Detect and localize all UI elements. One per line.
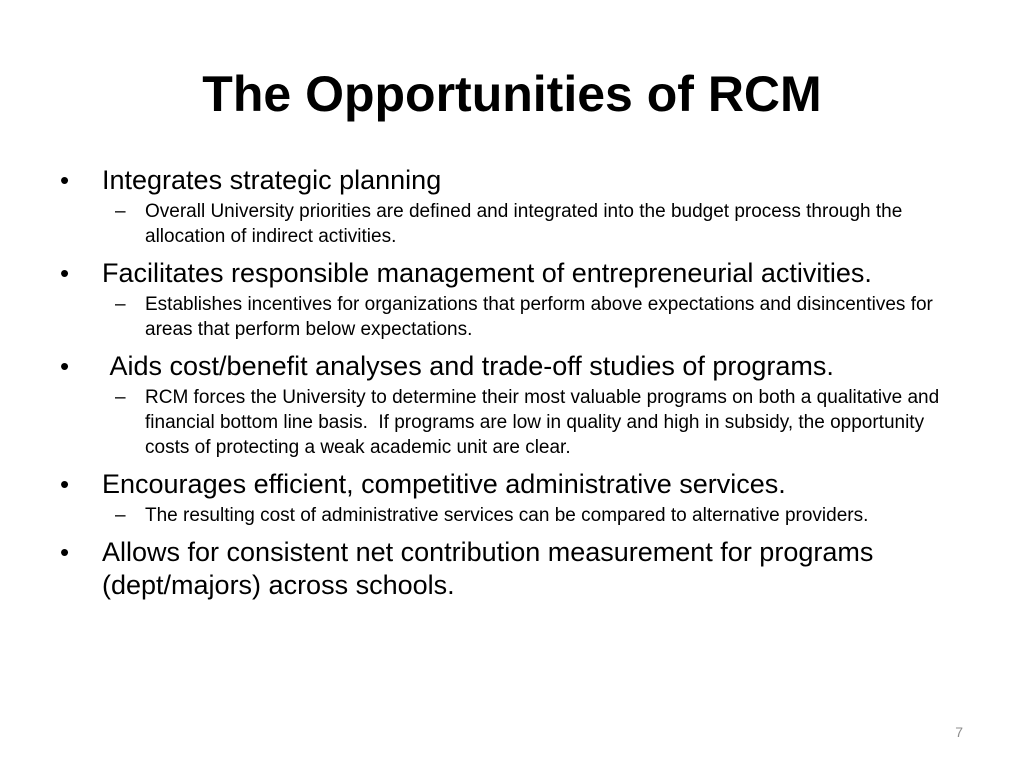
bullet-list: [58, 164, 968, 602]
dash-icon: –: [115, 294, 126, 315]
sub-bullet-item: [115, 385, 968, 460]
sub-bullet-item: [115, 503, 968, 528]
bullet-item: [58, 468, 968, 501]
page-number: 7: [955, 724, 963, 740]
bullet-dot-icon: •: [60, 258, 70, 288]
bullet-dot-icon: •: [60, 537, 70, 567]
bullet-dot-icon: •: [60, 469, 70, 499]
bullet-dot-icon: •: [60, 165, 70, 195]
sub-bullet-text: RCM forces the University to determine their most valuable programs on both a qualitative and financial bottom line basis. If programs are low in quality and high in subsidy, the opportunity costs of protecting a weak academic unit are clear.: [145, 387, 945, 458]
dash-icon: –: [115, 387, 126, 408]
bullet-dot-icon: •: [60, 351, 70, 381]
sub-bullet-item: [115, 199, 968, 249]
dash-icon: –: [115, 505, 126, 526]
bullet-item: [58, 257, 968, 290]
dash-icon: –: [115, 201, 126, 222]
sub-bullet-text: Overall University priorities are defined and integrated into the budget process through the allocation of indirect activities.: [145, 201, 903, 247]
bullet-item: [58, 164, 968, 197]
sub-bullet-text: Establishes incentives for organizations that perform above expectations and disincentives for areas that perform below expectations.: [145, 294, 933, 340]
bullet-text: Encourages efficient, competitive administrative services.: [102, 469, 786, 499]
bullet-text: Allows for consistent net contribution measurement for programs (dept/majors) across schools.: [102, 537, 874, 600]
sub-bullet-item: [115, 292, 968, 342]
bullet-text: Facilitates responsible management of entrepreneurial activities.: [102, 258, 872, 288]
bullet-item: [58, 350, 968, 383]
slide-title: The Opportunities of RCM: [202, 66, 822, 122]
sub-bullet-text: The resulting cost of administrative services can be compared to alternative providers.: [145, 505, 869, 526]
bullet-text: Integrates strategic planning: [102, 165, 442, 195]
bullet-item: [58, 536, 968, 602]
bullet-text: Aids cost/benefit analyses and trade-off studies of programs.: [102, 351, 834, 381]
